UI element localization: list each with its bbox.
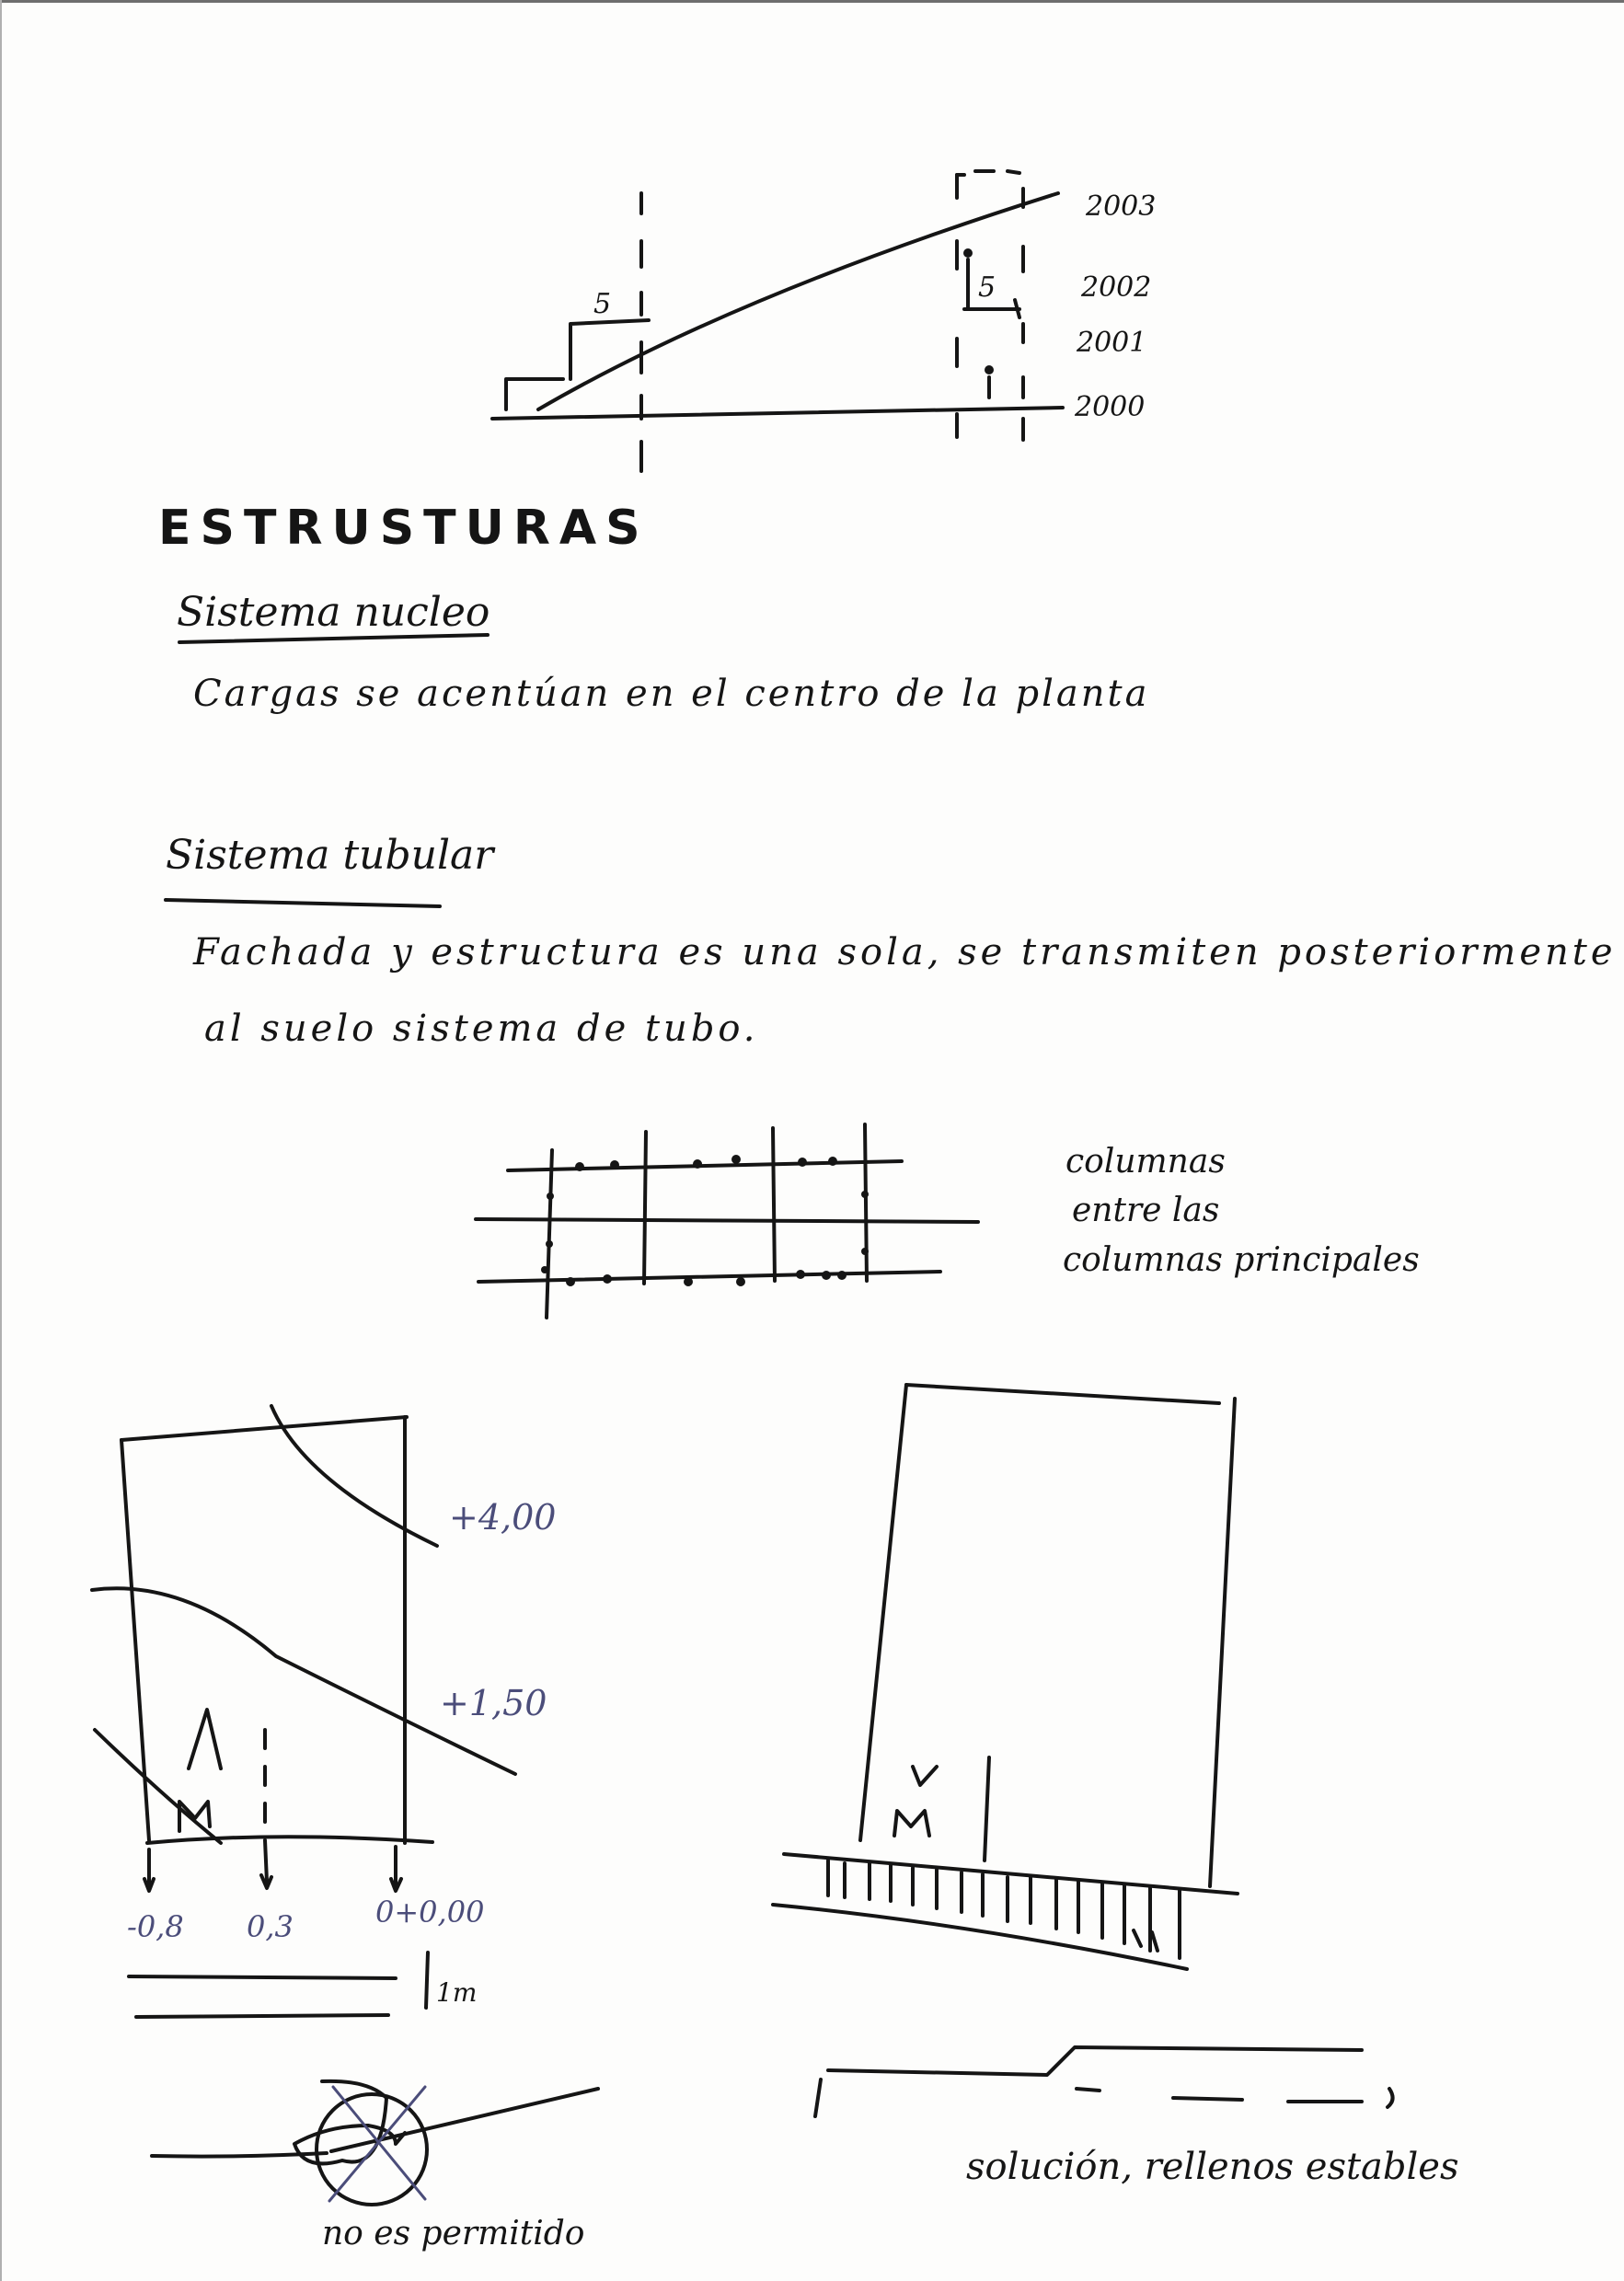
title-underline-nucleo — [179, 635, 488, 642]
level-middle-label: +1,50 — [440, 1683, 547, 1723]
bottom-level-2: 0,3 — [247, 1909, 294, 1944]
ramp-graph — [492, 171, 1063, 471]
year-label-1: 2003 — [1086, 190, 1157, 223]
left-caption: no es permitido — [322, 2215, 585, 2252]
right-caption: solución, rellenos estables — [966, 2146, 1459, 2188]
bottom-level-3: 0+0,00 — [375, 1895, 485, 1930]
plan-note-line-2: entre las — [1072, 1192, 1220, 1229]
person-label: 5 — [978, 271, 996, 304]
bottom-level-1: -0,8 — [127, 1909, 184, 1944]
year-label-3: 2001 — [1077, 327, 1147, 359]
section-title: ESTRUSTURAS — [158, 501, 650, 556]
plan-grid-sketch — [476, 1124, 978, 1318]
title-underline-tubular — [166, 900, 440, 906]
tubular-heading: Sistema tubular — [166, 832, 494, 879]
plan-note-line-3: columnas principales — [1063, 1241, 1420, 1279]
right-section-sketch — [773, 1385, 1393, 2116]
year-label-4: 2000 — [1075, 391, 1146, 423]
nucleo-heading: Sistema nucleo — [177, 589, 490, 636]
tubular-line-2: al suelo sistema de tubo. — [204, 1008, 759, 1050]
level-upper-label: +4,00 — [449, 1497, 557, 1538]
step-label: 5 — [593, 288, 612, 320]
tubular-line-1: Fachada y estructura es una sola, se transmiten posteriormente — [193, 931, 1617, 973]
nucleo-text: Cargas se acentúan en el centro de la planta — [193, 673, 1150, 715]
year-label-2: 2002 — [1081, 271, 1152, 304]
dimension-label: 1m — [436, 1977, 478, 2008]
plan-note-line-1: columnas — [1065, 1143, 1226, 1181]
